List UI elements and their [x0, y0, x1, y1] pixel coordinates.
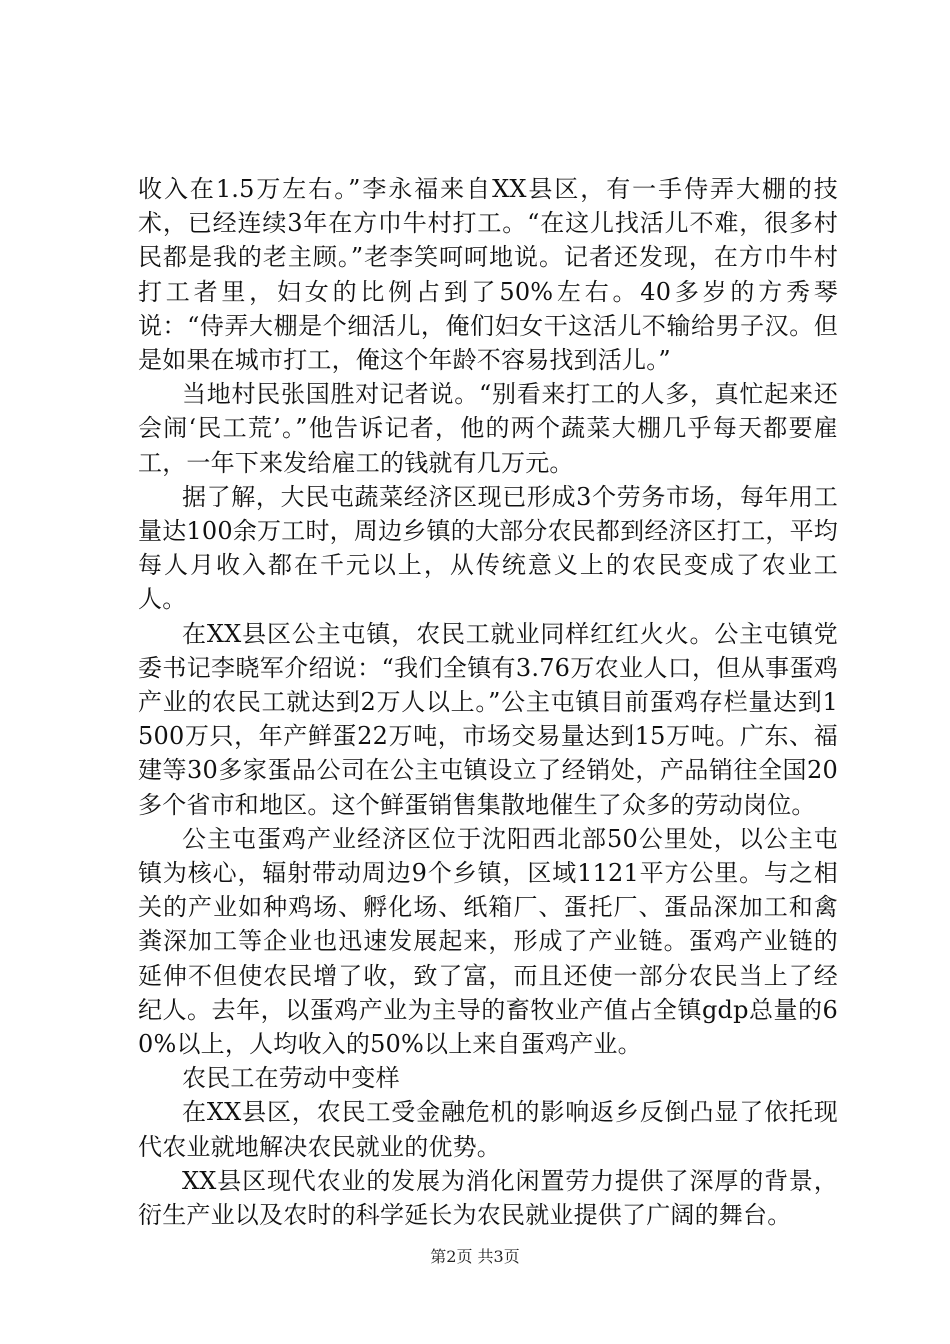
paragraph-2: 当地村民张国胜对记者说。“别看来打工的人多，真忙起来还会闹‘民工荒’。”他告诉记者，他的两个蔬菜大棚几乎每天都要雇工，一年下来发给雇工的钱就有几万元。 [138, 380, 838, 477]
document-body [138, 172, 838, 1232]
paragraph-5: 公主屯蛋鸡产业经济区位于沈阳西北部50公里处，以公主屯镇为核心，辐射带动周边9个乡镇，区域1121平方公里。与之相关的产业如种鸡场、孵化场、纸箱厂、蛋托厂、蛋品深加工和禽粪深加工等企业也迅速发展起来，形成了产业链。蛋鸡产业链的延伸不但使农民增了收，致了富，而且还使一部分农民当上了经纪人。去年，以蛋鸡产业为主导的畜牧业产值占全镇gdp总量的60%以上，人均收入的50%以上来自蛋鸡产业。 [138, 824, 838, 1059]
page-footer: 第2页 共3页 [430, 1247, 520, 1266]
section-heading: 农民工在劳动中变样 [182, 1064, 400, 1093]
paragraph-1: 收入在1.5万左右。”李永福来自XX县区，有一手侍弄大棚的技术，已经连续3年在方巾牛村打工。“在这儿找活儿不难，很多村民都是我的老主顾。”老李笑呵呵地说。记者还发现，在方巾牛村打工者里，妇女的比例占到了50%左右。40多岁的方秀琴说：“侍弄大棚是个细活儿，俺们妇女干这活儿不输给男子汉。但是如果在城市打工，俺这个年龄不容易找到活儿。” [138, 175, 838, 375]
paragraph-8: XX县区现代农业的发展为消化闲置劳力提供了深厚的背景，衍生产业以及农时的科学延长为农民就业提供了广阔的舞台。 [138, 1166, 838, 1230]
paragraph-4: 在XX县区公主屯镇，农民工就业同样红红火火。公主屯镇党委书记李晓军介绍说：“我们全镇有3.76万农业人口，但从事蛋鸡产业的农民工就达到2万人以上。”公主屯镇目前蛋鸡存栏量达到1500万只，年产鲜蛋22万吨，市场交易量达到15万吨。广东、福建等30多家蛋品公司在公主屯镇设立了经销处，产品销往全国20多个省市和地区。这个鲜蛋销售集散地催生了众多的劳动岗位。 [138, 619, 838, 819]
paragraph-3: 据了解，大民屯蔬菜经济区现已形成3个劳务市场，每年用工量达100余万工时，周边乡镇的大部分农民都到经济区打工，平均每人月收入都在千元以上，从传统意义上的农民变成了农业工人。 [138, 482, 838, 614]
paragraph-7: 在XX县区，农民工受金融危机的影响返乡反倒凸显了依托现代农业就地解决农民就业的优势。 [138, 1098, 838, 1161]
